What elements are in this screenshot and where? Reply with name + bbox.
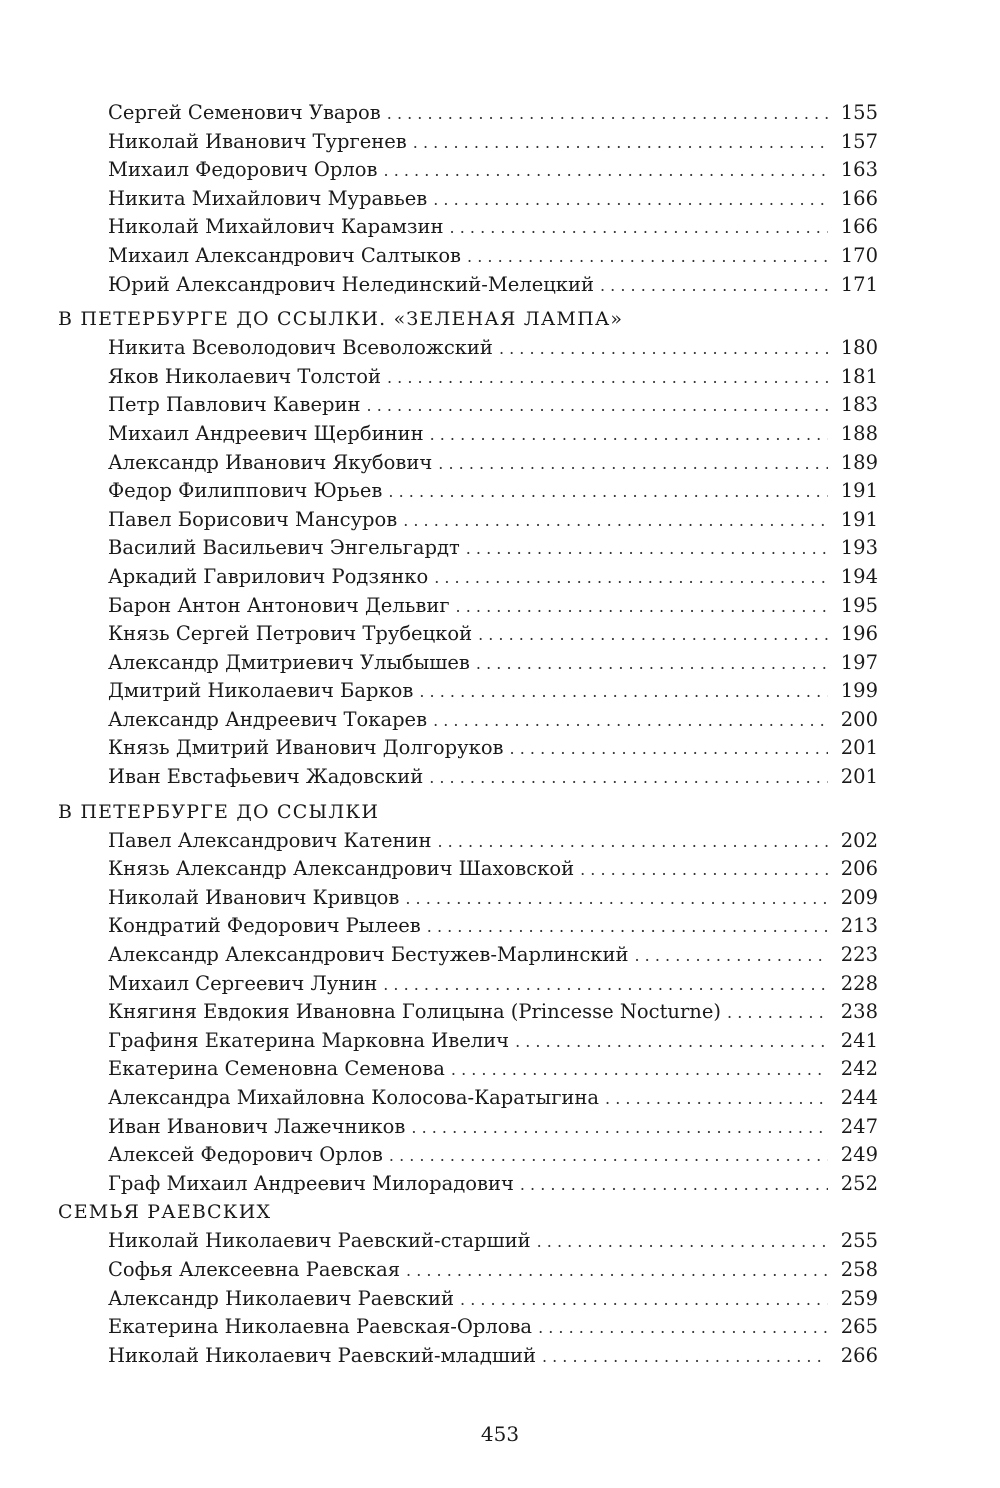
toc-entry	[58, 1313, 878, 1342]
dot-leader	[580, 856, 828, 885]
entry-title: Александр Александрович Бестужев-Марлинский	[108, 943, 629, 967]
entry-title: Александр Иванович Якубович	[108, 450, 433, 474]
entry-title: Александр Дмитриевич Улыбышев	[108, 650, 470, 674]
toc-entry	[58, 912, 878, 941]
entry-page-number: 201	[840, 765, 878, 789]
entry-page-number: 259	[840, 1286, 878, 1310]
toc-entry	[58, 1113, 878, 1142]
dot-leader	[537, 1228, 828, 1257]
toc-entry	[58, 1285, 878, 1314]
toc-entry	[58, 128, 878, 157]
dot-leader	[476, 650, 828, 679]
toc-entry	[58, 213, 878, 242]
entry-page-number: 241	[840, 1028, 878, 1052]
dot-leader	[430, 421, 828, 450]
entry-page-number: 199	[840, 679, 878, 703]
dot-leader	[467, 243, 828, 272]
toc-entry	[58, 592, 878, 621]
entry-page-number: 189	[840, 450, 878, 474]
dot-leader	[433, 707, 828, 736]
toc-entry	[58, 706, 878, 735]
dot-leader	[438, 450, 828, 479]
entry-title: Алексей Федорович Орлов	[108, 1143, 383, 1167]
entry-page-number: 170	[840, 243, 878, 267]
entry-page-number: 197	[840, 650, 878, 674]
entry-title: Николай Иванович Кривцов	[108, 885, 400, 909]
entry-title: Петр Павлович Каверин	[108, 393, 361, 417]
entry-page-number: 195	[840, 593, 878, 617]
entry-page-number: 181	[840, 364, 878, 388]
toc-entry	[58, 271, 878, 300]
entry-title: Николай Иванович Тургенев	[108, 129, 407, 153]
dot-leader	[434, 564, 828, 593]
dot-leader	[499, 335, 828, 364]
toc-entry	[58, 449, 878, 478]
toc-entry	[58, 970, 878, 999]
entry-page-number: 249	[840, 1143, 878, 1167]
toc-entry	[58, 941, 878, 970]
dot-leader	[727, 999, 828, 1028]
entry-page-number: 265	[840, 1315, 878, 1339]
dot-leader	[600, 272, 828, 301]
entry-page-number: 180	[840, 336, 878, 360]
entry-title: Яков Николаевич Толстой	[108, 364, 381, 388]
entry-page-number: 209	[840, 885, 878, 909]
toc-entry	[58, 1170, 878, 1199]
toc-entry	[58, 156, 878, 185]
dot-leader	[538, 1314, 828, 1343]
entry-title: Князь Сергей Петрович Трубецкой	[108, 622, 473, 646]
dot-leader	[387, 100, 828, 129]
entry-title: Павел Александрович Катенин	[108, 828, 432, 852]
dot-leader	[384, 157, 828, 186]
dot-leader	[460, 1286, 828, 1315]
toc-entry	[58, 477, 878, 506]
entry-title: Александр Андреевич Токарев	[108, 707, 428, 731]
entry-page-number: 202	[840, 828, 878, 852]
dot-leader	[605, 1085, 828, 1114]
entry-title: Софья Алексеевна Раевская	[108, 1257, 401, 1281]
entry-title: Павел Борисович Мансуров	[108, 507, 398, 531]
entry-page-number: 191	[840, 479, 878, 503]
entry-title: Аркадий Гаврилович Родзянко	[108, 564, 429, 588]
section-heading: СЕМЬЯ РАЕВСКИХ	[58, 1201, 272, 1224]
entry-page-number: 193	[840, 536, 878, 560]
toc-entry	[58, 185, 878, 214]
entry-page-number: 183	[840, 393, 878, 417]
toc-entry	[58, 1055, 878, 1084]
dot-leader	[427, 913, 828, 942]
toc-entry	[58, 1227, 878, 1256]
dot-leader	[419, 678, 828, 707]
entry-page-number: 258	[840, 1257, 878, 1281]
dot-leader	[542, 1343, 828, 1372]
entry-title: Князь Александр Александрович Шаховской	[108, 857, 575, 881]
toc-entry	[58, 649, 878, 678]
toc-entry	[58, 363, 878, 392]
toc-entry	[58, 391, 878, 420]
entry-page-number: 213	[840, 914, 878, 938]
entry-page-number: 166	[840, 186, 878, 210]
section-heading: В ПЕТЕРБУРГЕ ДО ССЫЛКИ. «ЗЕЛЕНАЯ ЛАМПА»	[58, 308, 624, 331]
dot-leader	[367, 392, 828, 421]
entry-title: Екатерина Семеновна Семенова	[108, 1057, 445, 1081]
dot-leader	[387, 364, 828, 393]
entry-page-number: 196	[840, 622, 878, 646]
dot-leader	[450, 214, 828, 243]
dot-leader	[433, 186, 828, 215]
entry-title: Екатерина Николаевна Раевская-Орлова	[108, 1315, 533, 1339]
entry-page-number: 266	[840, 1343, 878, 1367]
entry-title: Дмитрий Николаевич Барков	[108, 679, 414, 703]
dot-leader	[635, 942, 829, 971]
toc-entry	[58, 420, 878, 449]
entry-page-number: 223	[840, 943, 878, 967]
entry-page-number: 252	[840, 1171, 878, 1195]
dot-leader	[405, 885, 828, 914]
dot-leader	[510, 735, 828, 764]
dot-leader	[413, 129, 828, 158]
dot-leader	[478, 621, 828, 650]
entry-page-number: 191	[840, 507, 878, 531]
entry-title: Барон Антон Антонович Дельвиг	[108, 593, 450, 617]
entry-page-number: 206	[840, 857, 878, 881]
toc-entry	[58, 734, 878, 763]
entry-title: Иван Иванович Лажечников	[108, 1114, 406, 1138]
dot-leader	[466, 535, 828, 564]
toc-entry	[58, 334, 878, 363]
toc-entry	[58, 620, 878, 649]
toc-entry	[58, 563, 878, 592]
entry-page-number: 228	[840, 971, 878, 995]
dot-leader	[389, 1142, 828, 1171]
entry-page-number: 242	[840, 1057, 878, 1081]
entry-page-number: 247	[840, 1114, 878, 1138]
toc-entry	[58, 506, 878, 535]
entry-title: Кондратий Федорович Рылеев	[108, 914, 421, 938]
toc-entry	[58, 242, 878, 271]
entry-page-number: 194	[840, 564, 878, 588]
entry-title: Никита Всеволодович Всеволожский	[108, 336, 493, 360]
entry-title: Княгиня Евдокия Ивановна Голицына (Princesse Nocturne)	[108, 1000, 722, 1024]
dot-leader	[451, 1056, 828, 1085]
entry-page-number: 201	[840, 736, 878, 760]
toc-entry	[58, 884, 878, 913]
toc-entry	[58, 534, 878, 563]
entry-page-number: 238	[840, 1000, 878, 1024]
toc-entry	[58, 1141, 878, 1170]
dot-leader	[403, 507, 828, 536]
toc-entry	[58, 855, 878, 884]
entry-title: Сергей Семенович Уваров	[108, 101, 381, 124]
dot-leader	[456, 593, 828, 622]
section-heading: В ПЕТЕРБУРГЕ ДО ССЫЛКИ	[58, 800, 380, 823]
entry-page-number: 200	[840, 707, 878, 731]
entry-title: Николай Николаевич Раевский-старший	[108, 1229, 531, 1253]
entry-title: Граф Михаил Андреевич Милорадович	[108, 1171, 514, 1195]
toc-entry	[58, 998, 878, 1027]
entry-page-number: 244	[840, 1086, 878, 1109]
entry-page-number: 171	[840, 272, 878, 296]
entry-title: Александра Михайловна Колосова-Каратыгина	[108, 1086, 600, 1109]
toc-entry	[58, 763, 878, 792]
dot-leader	[388, 478, 828, 507]
entry-page-number: 157	[840, 129, 878, 153]
entry-title: Михаил Андреевич Щербинин	[108, 421, 424, 445]
entry-title: Михаил Сергеевич Лунин	[108, 971, 378, 995]
toc-entry	[58, 99, 878, 128]
entry-page-number: 166	[840, 215, 878, 239]
entry-title: Николай Михайлович Карамзин	[108, 215, 444, 239]
entry-page-number: 155	[840, 101, 878, 124]
entry-title: Александр Николаевич Раевский	[108, 1286, 455, 1310]
entry-title: Никита Михайлович Муравьев	[108, 186, 428, 210]
entry-title: Князь Дмитрий Иванович Долгоруков	[108, 736, 504, 760]
dot-leader	[383, 971, 828, 1000]
entry-page-number: 255	[840, 1229, 878, 1253]
dot-leader	[406, 1257, 828, 1286]
toc-entry	[58, 1027, 878, 1056]
entry-page-number: 163	[840, 158, 878, 182]
toc-entry	[58, 1256, 878, 1285]
toc-entry	[58, 677, 878, 706]
entry-title: Николай Николаевич Раевский-младший	[108, 1343, 536, 1367]
dot-leader	[438, 828, 829, 857]
entry-title: Юрий Александрович Нелединский-Мелецкий	[108, 272, 594, 296]
entry-page-number: 188	[840, 421, 878, 445]
toc-entry	[58, 827, 878, 856]
toc-entry	[58, 1084, 878, 1113]
dot-leader	[515, 1028, 828, 1057]
entry-title: Федор Филиппович Юрьев	[108, 479, 383, 503]
dot-leader	[520, 1171, 828, 1200]
dot-leader	[411, 1114, 828, 1143]
table-of-contents	[58, 99, 878, 1370]
entry-title: Михаил Александрович Салтыков	[108, 243, 462, 267]
entry-title: Иван Евстафьевич Жадовский	[108, 765, 424, 789]
entry-title: Михаил Федорович Орлов	[108, 158, 378, 182]
entry-title: Василий Васильевич Энгельгардт	[108, 536, 460, 560]
dot-leader	[429, 764, 828, 793]
entry-title: Графиня Екатерина Марковна Ивелич	[108, 1028, 510, 1052]
toc-entry	[58, 1342, 878, 1371]
page-number: 453	[480, 1422, 520, 1446]
